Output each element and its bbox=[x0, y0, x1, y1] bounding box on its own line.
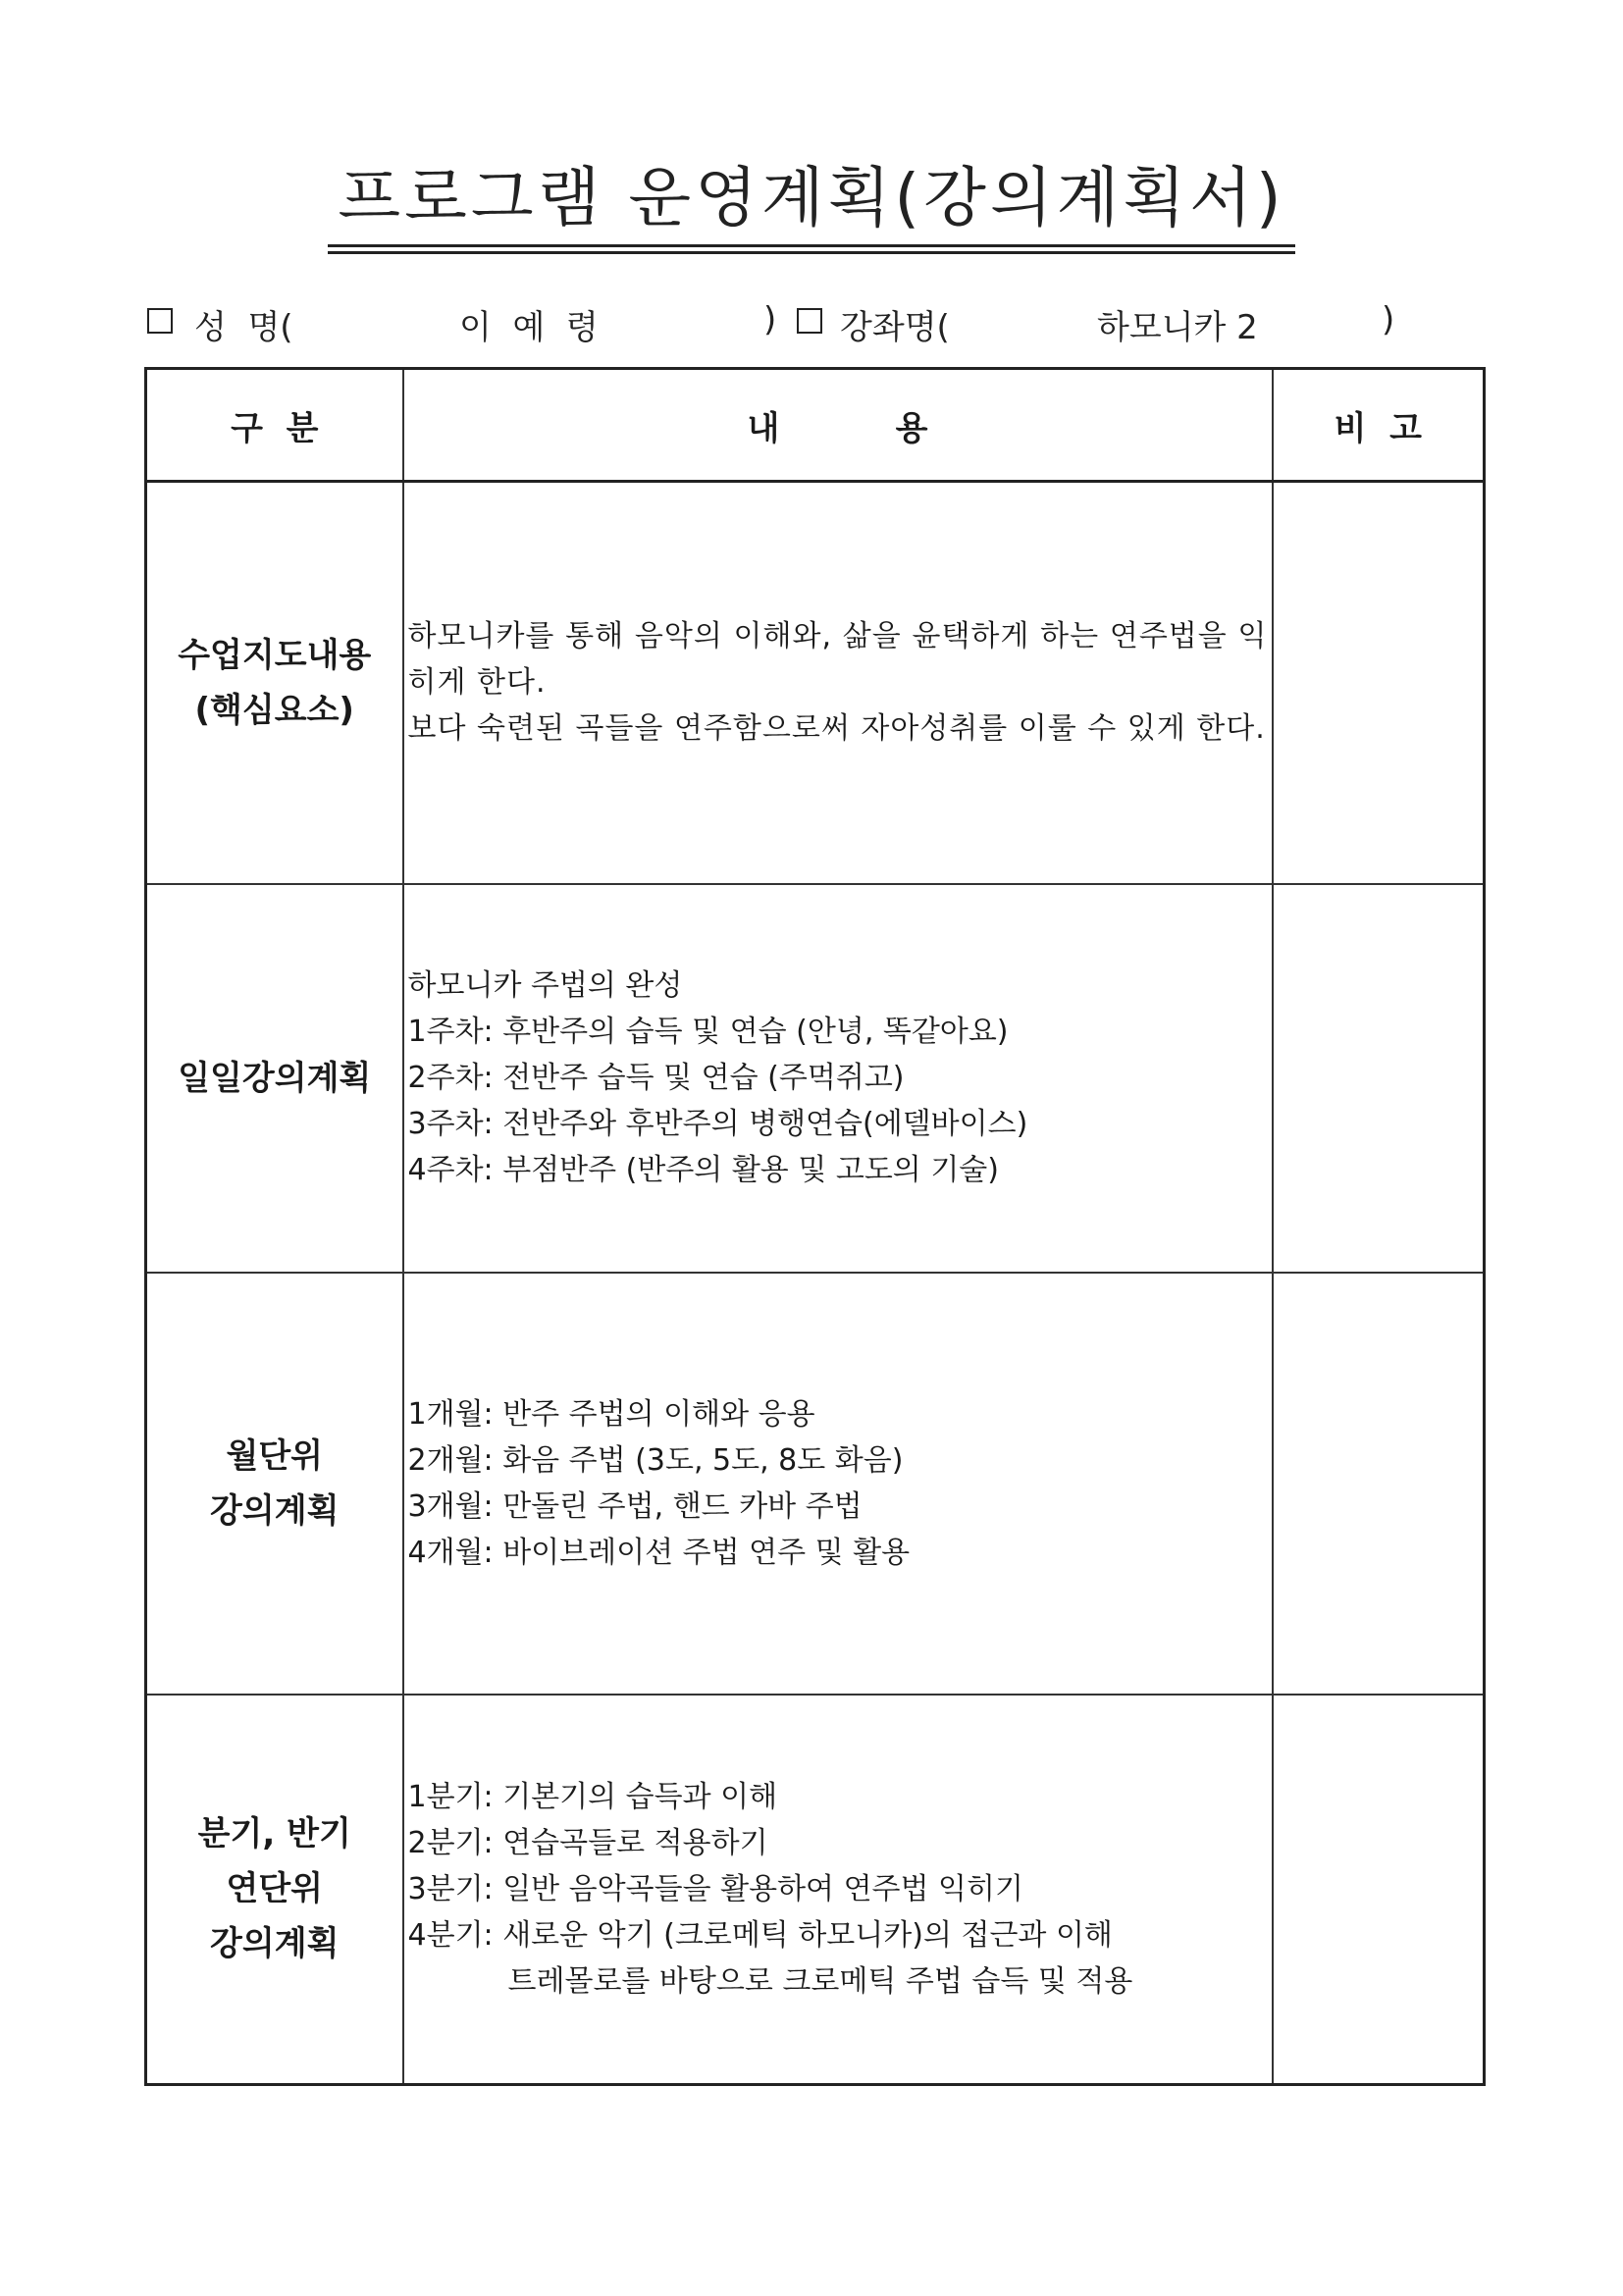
table-row bbox=[146, 884, 1485, 1273]
category-line: 분기, 반기 bbox=[197, 1814, 351, 1854]
content-line: 3주차: 전반주와 후반주의 병행연습(에델바이스) bbox=[407, 1107, 1028, 1141]
row-content bbox=[403, 1695, 1273, 2085]
category-line: 일일강의계획 bbox=[178, 1058, 372, 1098]
row-note bbox=[1273, 1273, 1485, 1695]
content-line: 4개월: 바이브레이션 주법 연주 및 활용 bbox=[407, 1535, 911, 1570]
lecture-plan-table bbox=[144, 367, 1486, 2086]
category-line: 월단위 bbox=[226, 1435, 324, 1476]
category-line: 연단위 bbox=[226, 1869, 324, 1909]
row-note bbox=[1273, 1695, 1485, 2085]
content-line: 트레몰로를 바탕으로 크로메틱 주법 습득 및 적용 bbox=[507, 1963, 1133, 1999]
content-line: 하모니카 주법의 완성 bbox=[407, 968, 683, 1003]
row-content bbox=[403, 1273, 1273, 1695]
header-category: 구 분 bbox=[146, 369, 403, 482]
row-note bbox=[1273, 482, 1485, 884]
course-value: 하모니카 2 bbox=[1097, 308, 1258, 347]
name-close-paren: ) bbox=[763, 300, 777, 339]
content-line: 2개월: 화음 주법 (3도, 5도, 8도 화음) bbox=[407, 1442, 904, 1478]
content-line: 4분기: 새로운 악기 (크로메틱 하모니카)의 접근과 이해 bbox=[407, 1917, 1113, 1953]
row-content bbox=[403, 884, 1273, 1273]
content-line: 2주차: 전반주 습득 및 연습 (주먹쥐고) bbox=[407, 1061, 905, 1095]
category-line: (핵심요소) bbox=[194, 690, 354, 730]
course-close-paren: ) bbox=[1382, 300, 1395, 339]
content-line: 보다 숙련된 곡들을 연주함으로써 자아성취를 이룰 수 있게 한다. bbox=[407, 711, 1266, 747]
table-row bbox=[146, 482, 1485, 884]
table-row bbox=[146, 1695, 1485, 2085]
content-line: 2분기: 연습곡들로 적용하기 bbox=[407, 1825, 768, 1860]
info-line bbox=[147, 294, 1423, 353]
content-line: 하모니카를 통해 음악의 이해와, 삶을 윤택하게 하는 연주법을 익히게 한다. bbox=[407, 619, 1268, 701]
title-block bbox=[0, 145, 1623, 247]
checkbox-name[interactable] bbox=[147, 308, 173, 334]
row-content bbox=[403, 482, 1273, 884]
checkbox-course[interactable] bbox=[797, 308, 822, 334]
category-line: 수업지도내용 bbox=[178, 635, 372, 675]
row-category bbox=[146, 1695, 403, 2085]
name-label: 성 명( bbox=[194, 308, 293, 347]
content-line: 1개월: 반주 주법의 이해와 응용 bbox=[407, 1396, 815, 1432]
header-row bbox=[146, 369, 1485, 482]
content-line: 1분기: 기본기의 습득과 이해 bbox=[407, 1779, 778, 1814]
header-note: 비 고 bbox=[1273, 369, 1485, 482]
row-note bbox=[1273, 884, 1485, 1273]
header-content: 내 용 bbox=[403, 369, 1273, 482]
category-line: 강의계획 bbox=[210, 1924, 340, 1964]
course-label: 강좌명( bbox=[840, 308, 950, 347]
content-line: 1주차: 후반주의 습득 및 연습 (안녕, 똑같아요) bbox=[407, 1015, 1009, 1049]
row-category bbox=[146, 1273, 403, 1695]
category-line: 강의계획 bbox=[210, 1490, 340, 1531]
content-line: 3분기: 일반 음악곡들을 활용하여 연주법 익히기 bbox=[407, 1871, 1023, 1906]
name-value: 이 예 령 bbox=[459, 308, 599, 347]
content-line: 3개월: 만돌린 주법, 핸드 카바 주법 bbox=[407, 1488, 863, 1524]
content-line: 4주차: 부점반주 (반주의 활용 및 고도의 기술) bbox=[407, 1153, 999, 1187]
row-category bbox=[146, 482, 403, 884]
row-category bbox=[146, 884, 403, 1273]
document-title: 프로그램 운영계획(강의계획서) bbox=[328, 145, 1294, 247]
table-row bbox=[146, 1273, 1485, 1695]
